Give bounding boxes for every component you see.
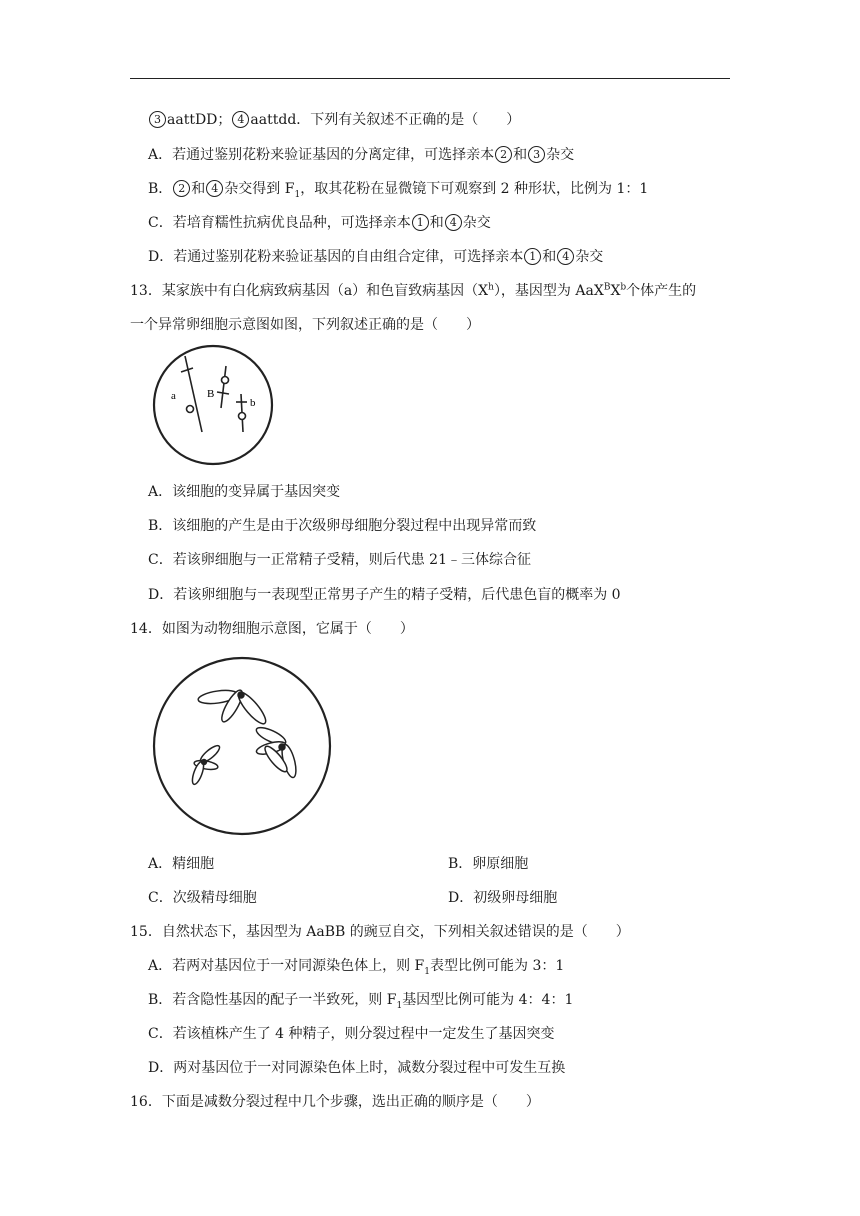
q13-option-a: A．该细胞的变异属于基因突变	[148, 484, 341, 500]
q15-stem: 15．自然状态下，基因型为 AaBB 的豌豆自交，下列相关叙述错误的是（ ）	[130, 924, 630, 940]
chromosome-a	[181, 356, 202, 432]
q13-option-c: C．若该卵细胞与一正常精子受精，则后代患 21﹣三体综合征	[148, 552, 531, 568]
q14-stem: 14．如图为动物细胞示意图，它属于（ ）	[130, 621, 414, 637]
label-B: B	[207, 388, 215, 400]
q14-option-a: A．精细胞	[148, 856, 215, 872]
q12-option-d: D．若通过鉴别花粉来验证基因的自由组合定律，可选择亲本 1 和 4 杂交	[148, 249, 604, 265]
chromosome-group-left	[190, 743, 222, 785]
q14-option-c: C．次级精母细胞	[148, 890, 257, 906]
chromosome-group-right	[254, 724, 299, 779]
label-a: a	[171, 390, 176, 402]
q13-stem-line2: 一个异常卵细胞示意图如图，下列叙述正确的是（ ）	[130, 317, 480, 333]
chromosome-b	[236, 394, 247, 432]
cell-membrane	[154, 658, 330, 834]
q13-option-d: D．若该卵细胞与一表现型正常男子产生的精子受精，后代患色盲的概率为 0	[148, 587, 621, 603]
q13-stem-line1: 13．某家族中有白化病致病基因（a）和色盲致病基因$(X^h)$，基因型为 $AaX^BX^b$个体产生的	[130, 282, 697, 299]
q13-option-b: B．该细胞的产生是由于次级卵母细胞分裂过程中出现异常而致	[148, 518, 537, 534]
q15-option-b: B．若含隐性基因的配子一半致死，则 $F_1$基因型比例可能为 4：4：1	[148, 992, 574, 1011]
chromosome-B	[217, 366, 229, 408]
q12-option-c: C．若培育糯性抗病优良品种，可选择亲本 1 和 4 杂交	[148, 215, 491, 231]
q12-option-b: B． 2 和 4 杂交得到 $F_1$，取其花粉在显微镜下可观察到 2 种形状，比例为 1：1	[148, 181, 649, 200]
q15-option-a: A．若两对基因位于一对同源染色体上，则 $F_1$表型比例可能为 3：1	[148, 958, 565, 977]
q15-option-c: C．若该植株产生了 4 种精子，则分裂过程中一定发生了基因突变	[148, 1026, 555, 1042]
q12-stem-continuation: 3 aattDD； 4 aattdd．下列有关叙述不正确的是（ ）	[148, 110, 520, 130]
q15-option-d: D．两对基因位于一对同源染色体上时，减数分裂过程中可发生互换	[148, 1060, 566, 1076]
egg-cell-figure	[150, 342, 276, 468]
header-rule	[130, 78, 730, 79]
chromosome-group-top	[197, 688, 269, 728]
animal-cell-figure	[148, 650, 338, 840]
q14-option-d: D．初级卵母细胞	[448, 890, 558, 906]
q12-option-a: A．若通过鉴别花粉来验证基因的分离定律，可选择亲本 2 和 3 杂交	[148, 147, 575, 163]
q14-option-b: B．卵原细胞	[448, 856, 529, 872]
label-b: b	[250, 397, 256, 409]
q16-stem: 16．下面是减数分裂过程中几个步骤，选出正确的顺序是（ ）	[130, 1094, 540, 1110]
